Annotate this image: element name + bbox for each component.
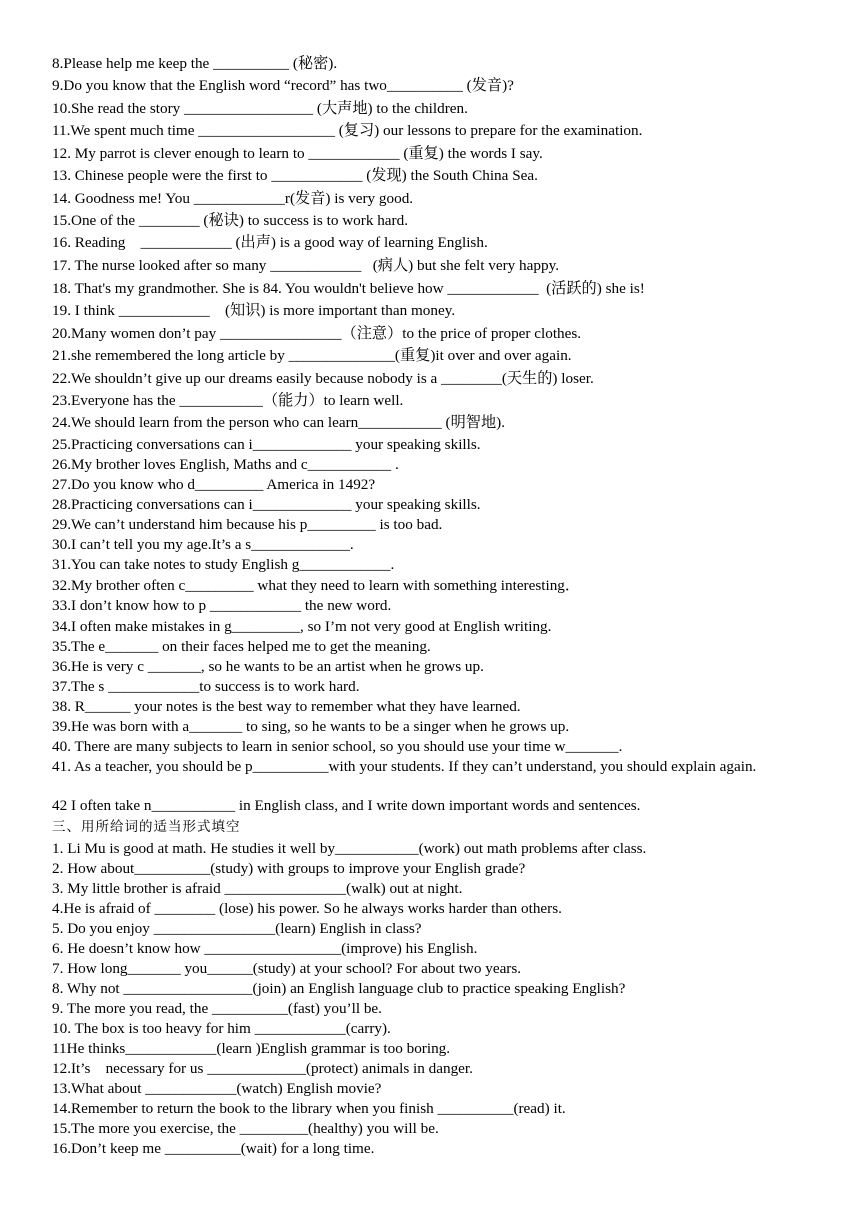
- form-exercise-3: 3. My little brother is afraid ________________(walk) out at night.: [52, 880, 463, 897]
- form-exercise-2: 2. How about__________(study) with groups to improve your English grade?: [52, 860, 526, 877]
- exercise-line-14: 14. Goodness me! You ____________r(发音) is very good.: [52, 190, 414, 207]
- exercise-line-18: 18. That's my grandmother. She is 84. You wouldn't believe how ____________ (活跃的) she is!: [52, 280, 645, 297]
- exercise-line-20: 20.Many women don’t pay ________________（注意）to the price of proper clothes.: [52, 325, 582, 342]
- exercise-line-9: 9.Do you know that the English word “record” has two__________ (发音)?: [52, 77, 514, 94]
- exercise-line-29: 29.We can’t understand him because his p_________ is too bad.: [52, 516, 443, 533]
- exercise-line-25: 25.Practicing conversations can i_____________ your speaking skills.: [52, 436, 481, 453]
- exercise-line-38: 38. R______ your notes is the best way to remember what they have learned.: [52, 698, 521, 715]
- exercise-line-8: 8.Please help me keep the __________ (秘密).: [52, 55, 338, 72]
- exercise-line-17: 17. The nurse looked after so many ____________ (病人) but she felt very happy.: [52, 257, 559, 274]
- exercise-line-19: 19. I think ____________ (知识) is more important than money.: [52, 302, 456, 319]
- form-exercise-7: 7. How long_______ you______(study) at your school? For about two years.: [52, 960, 522, 977]
- form-exercise-6: 6. He doesn’t know how __________________(improve) his English.: [52, 940, 478, 957]
- exercise-line-15: 15.One of the ________ (秘诀) to success is to work hard.: [52, 212, 409, 229]
- exercise-line-33: 33.I don’t know how to p ____________ the new word.: [52, 597, 392, 614]
- exercise-line-32: 32.My brother often c_________ what they need to learn with something interesting．: [52, 577, 581, 594]
- exercise-line-21: 21.she remembered the long article by ______________(重复)it over and over again.: [52, 347, 572, 364]
- exercise-line-37: 37.The s ____________to success is to work hard.: [52, 678, 360, 695]
- form-exercise-4: 4.He is afraid of ________ (lose) his power. So he always works harder than others.: [52, 900, 562, 917]
- exercise-line-39: 39.He was born with a_______ to sing, so he wants to be a singer when he grows up.: [52, 718, 570, 735]
- exercise-line-40: 40. There are many subjects to learn in senior school, so you should use your time w_______.: [52, 738, 623, 755]
- form-exercise-1: 1. Li Mu is good at math. He studies it well by___________(work) out math problems after class.: [52, 840, 647, 857]
- exercise-line-16: 16. Reading ____________ (出声) is a good way of learning English.: [52, 234, 488, 251]
- exercise-line-22: 22.We shouldn’t give up our dreams easily because nobody is a ________(天生的) loser.: [52, 370, 594, 387]
- exercise-line-30: 30.I can’t tell you my age.It’s a s_____________.: [52, 536, 354, 553]
- form-exercise-9: 9. The more you read, the __________(fast) you’ll be.: [52, 1000, 382, 1017]
- exercise-line-35: 35.The e_______ on their faces helped me to get the meaning.: [52, 638, 431, 655]
- exercise-line-24: 24.We should learn from the person who can learn___________ (明智地).: [52, 414, 506, 431]
- form-exercise-10: 10. The box is too heavy for him ____________(carry).: [52, 1020, 391, 1037]
- exercise-line-41: 41. As a teacher, you should be p__________with your students. If they can’t understand, you should explain again.: [52, 758, 757, 775]
- exercise-line-11: 11.We spent much time __________________ (复习) our lessons to prepare for the examination.: [52, 122, 643, 139]
- section-3-heading: 三、用所给词的适当形式填空: [52, 819, 241, 835]
- form-exercise-8: 8. Why not _________________(join) an English language club to practice speaking English?: [52, 980, 626, 997]
- form-exercise-13: 13.What about ____________(watch) English movie?: [52, 1080, 382, 1097]
- exercise-line-10: 10.She read the story _________________ (大声地) to the children.: [52, 100, 468, 117]
- exercise-line-27: 27.Do you know who d_________ America in 1492?: [52, 476, 376, 493]
- exercise-line-26: 26.My brother loves English, Maths and c___________ .: [52, 456, 399, 473]
- form-exercise-14: 14.Remember to return the book to the library when you finish __________(read) it.: [52, 1100, 566, 1117]
- form-exercise-16: 16.Don’t keep me __________(wait) for a long time.: [52, 1140, 375, 1157]
- form-exercise-11: 11He thinks____________(learn )English grammar is too boring.: [52, 1040, 451, 1057]
- exercise-line-36: 36.He is very c _______, so he wants to be an artist when he grows up.: [52, 658, 484, 675]
- exercise-line-42: 42 I often take n___________ in English class, and I write down important words and sentences.: [52, 797, 641, 814]
- form-exercise-5: 5. Do you enjoy ________________(learn) English in class?: [52, 920, 422, 937]
- exercise-line-23: 23.Everyone has the ___________（能力）to learn well.: [52, 392, 404, 409]
- exercise-line-34: 34.I often make mistakes in g_________, so I’m not very good at English writing.: [52, 618, 552, 635]
- form-exercise-12: 12.It’s necessary for us _____________(protect) animals in danger.: [52, 1060, 473, 1077]
- form-exercise-15: 15.The more you exercise, the _________(healthy) you will be.: [52, 1120, 439, 1137]
- exercise-line-31: 31.You can take notes to study English g____________.: [52, 556, 395, 573]
- exercise-line-12: 12. My parrot is clever enough to learn to ____________ (重复) the words I say.: [52, 145, 543, 162]
- exercise-line-28: 28.Practicing conversations can i_____________ your speaking skills.: [52, 496, 481, 513]
- exercise-line-13: 13. Chinese people were the first to ____________ (发现) the South China Sea.: [52, 167, 538, 184]
